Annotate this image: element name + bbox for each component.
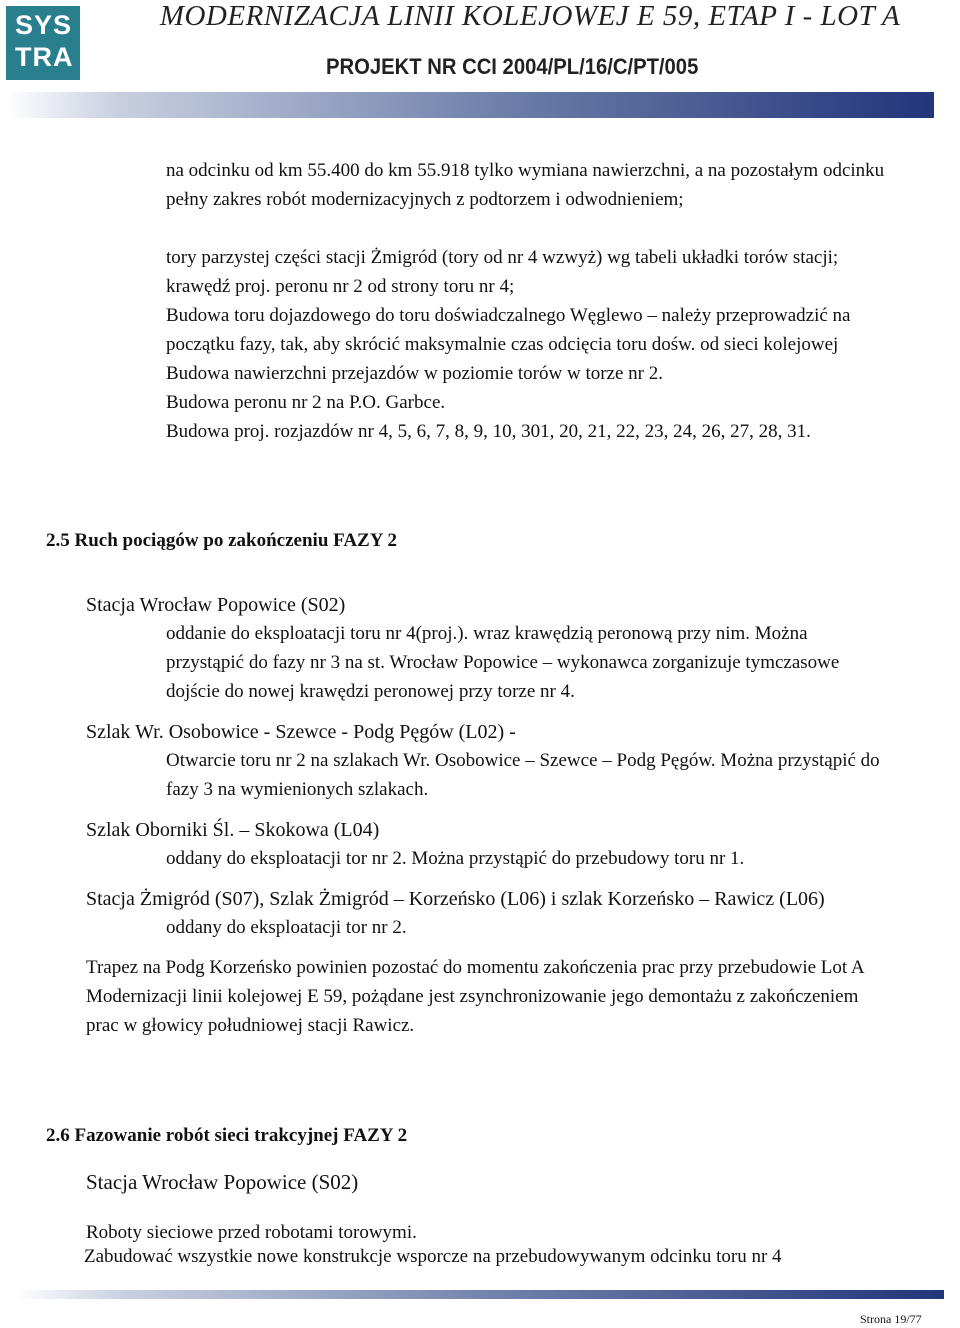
body-line: oddany do eksploatacji tor nr 2. xyxy=(166,917,407,938)
body-line: dojście do nowej krawędzi peronowej przy torze nr 4. xyxy=(166,681,575,702)
logo-text-line2: TRA xyxy=(15,42,74,72)
body-line: Otwarcie toru nr 2 na szlakach Wr. Osobowice – Szewce – Podg Pęgów. Można przystąpić do xyxy=(166,750,880,771)
footer-gradient-bar xyxy=(14,1290,944,1299)
systra-logo xyxy=(6,6,80,80)
intro-line: krawędź proj. peronu nr 2 od strony toru nr 4; xyxy=(166,276,515,297)
intro-line: Budowa peronu nr 2 na P.O. Garbce. xyxy=(166,392,446,413)
header-gradient-bar xyxy=(6,92,934,118)
intro-line: na odcinku od km 55.400 do km 55.918 tylko wymiana nawierzchni, a na pozostałym odcinku xyxy=(166,160,885,181)
subsection-title: Szlak Oborniki Śl. – Skokowa (L04) xyxy=(86,819,380,841)
body-line: Zabudować wszystkie nowe konstrukcje wsporcze na przebudowywanym odcinku toru nr 4 xyxy=(84,1246,782,1267)
subsection-title: Stacja Wrocław Popowice (S02) xyxy=(86,594,346,616)
logo-text-line1: SYS xyxy=(15,10,73,40)
subsection-title: Szlak Wr. Osobowice - Szewce - Podg Pęgów (L02) - xyxy=(86,721,516,743)
paragraph-line: Trapez na Podg Korzeńsko powinien pozostać do momentu zakończenia prac przy przebudowie Lot A xyxy=(86,957,865,978)
intro-line: tory parzystej części stacji Żmigród (tory od nr 4 wzwyż) wg tabeli układki torów stacji; xyxy=(166,247,839,268)
body-line: oddany do eksploatacji tor nr 2. Można przystąpić do przebudowy toru nr 1. xyxy=(166,848,745,869)
section-heading-2-5: 2.5 Ruch pociągów po zakończeniu FAZY 2 xyxy=(46,530,397,551)
subsection-title: Stacja Żmigród (S07), Szlak Żmigród – Korzeńsko (L06) i szlak Korzeńsko – Rawicz (L06) xyxy=(86,888,825,910)
paragraph-line: Modernizacji linii kolejowej E 59, pożądane jest zsynchronizowanie jego demontażu z zakończeniem xyxy=(86,986,859,1007)
paragraph-line: prac w głowicy południowej stacji Rawicz. xyxy=(86,1015,415,1036)
body-line: przystąpić do fazy nr 3 na st. Wrocław Popowice – wykonawca zorganizuje tymczasowe xyxy=(166,652,840,673)
body-line: fazy 3 na wymienionych szlakach. xyxy=(166,779,429,800)
project-number: PROJEKT NR CCI 2004/PL/16/C/PT/005 xyxy=(326,54,699,79)
section-heading-2-6: 2.6 Fazowanie robót sieci trakcyjnej FAZY 2 xyxy=(46,1125,408,1146)
page-number: Strona 19/77 xyxy=(860,1312,922,1326)
body-line: oddanie do eksploatacji toru nr 4(proj.). wraz krawędzią peronową przy nim. Można xyxy=(166,623,808,644)
intro-line: Budowa toru dojazdowego do toru doświadczalnego Węglewo – należy przeprowadzić na xyxy=(166,305,851,326)
document-title: MODERNIZACJA LINII KOLEJOWEJ E 59, ETAP I - LOT A xyxy=(159,0,901,32)
body-line: Roboty sieciowe przed robotami torowymi. xyxy=(86,1222,417,1243)
subsection-title: Stacja Wrocław Popowice (S02) xyxy=(86,1170,359,1194)
intro-line: pełny zakres robót modernizacyjnych z podtorzem i odwodnieniem; xyxy=(166,189,684,210)
intro-line: Budowa proj. rozjazdów nr 4, 5, 6, 7, 8, 9, 10, 301, 20, 21, 22, 23, 24, 26, 27, 28, 31. xyxy=(166,421,811,442)
intro-line: początku fazy, tak, aby skrócić maksymalnie czas odcięcia toru dośw. od sieci kolejowej xyxy=(166,334,839,355)
intro-line: Budowa nawierzchni przejazdów w poziomie torów w torze nr 2. xyxy=(166,363,663,384)
